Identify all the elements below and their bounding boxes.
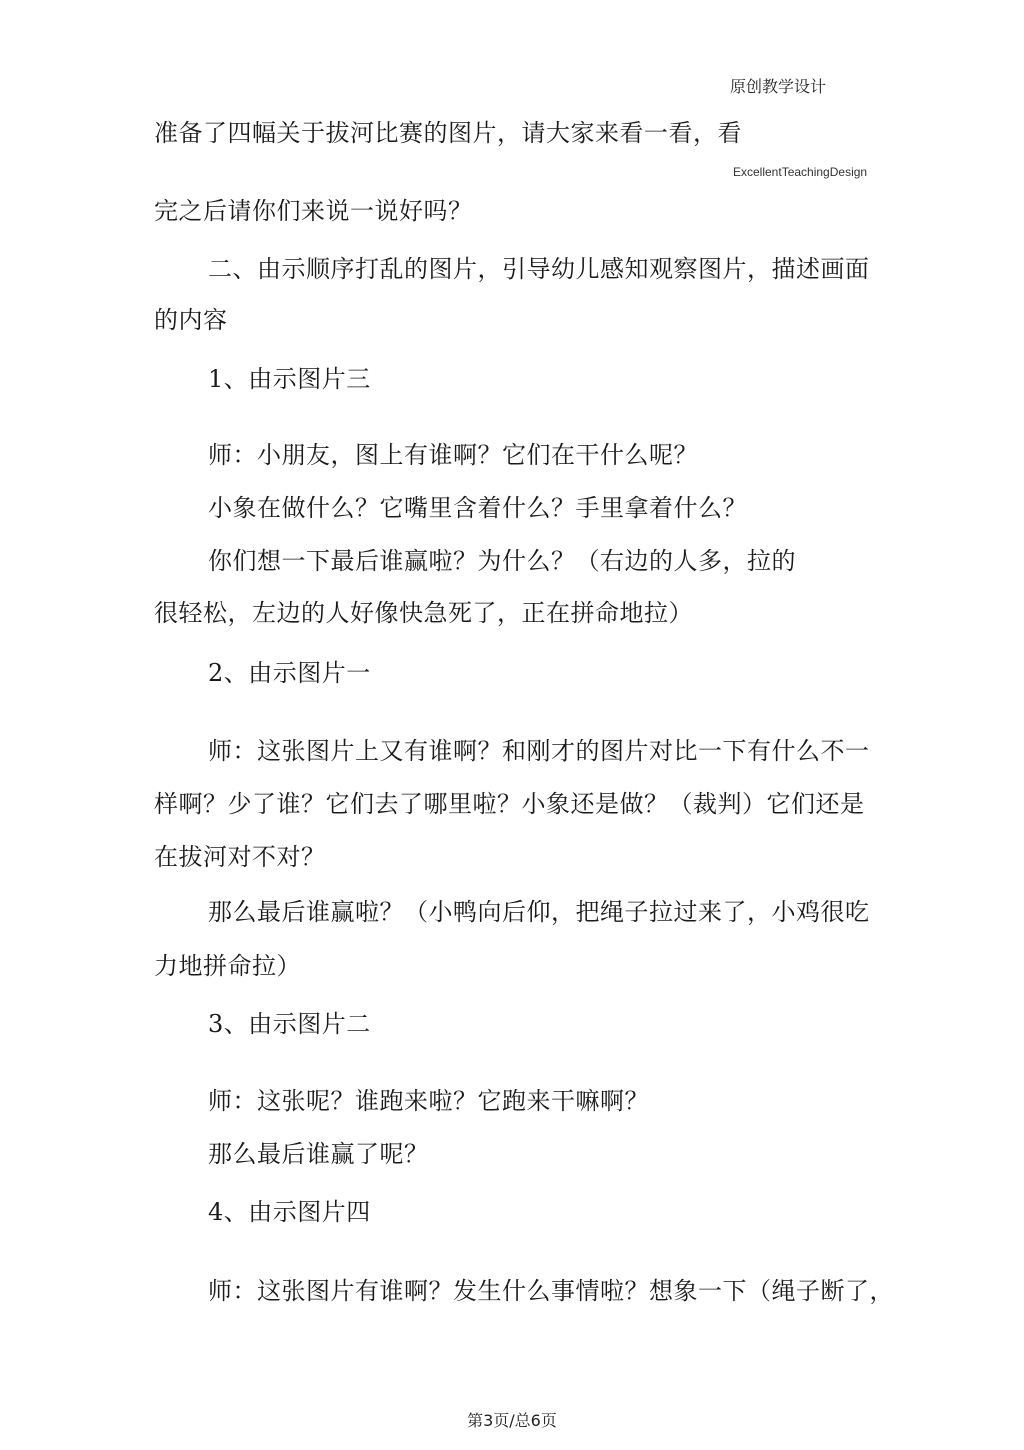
text-line: 在拔河对不对？ xyxy=(154,843,326,871)
step-heading: 1、由示图片三 xyxy=(208,365,371,393)
step-heading: 2、由示图片一 xyxy=(208,659,371,687)
text-line: 完之后请你们来说一说好吗？ xyxy=(154,197,473,225)
text-line: 师：这张呢？谁跑来啦？它跑来干嘛啊？ xyxy=(208,1087,649,1115)
text-line: 力地拼命拉） xyxy=(154,952,301,980)
text-line: 很轻松，左边的人好像快急死了，正在拼命地拉） xyxy=(154,599,693,627)
text-line: 的内容 xyxy=(154,306,228,334)
text-line: 那么最后谁赢了呢？ xyxy=(208,1140,429,1168)
text-line: 师：小朋友，图上有谁啊？它们在干什么呢？ xyxy=(208,441,698,469)
text-line: 师：这张图片上又有谁啊？和刚才的图片对比一下有什么不一 xyxy=(208,737,870,765)
step-heading: 3、由示图片二 xyxy=(208,1010,371,1038)
text-line: 小象在做什么？它嘴里含着什么？手里拿着什么？ xyxy=(208,494,747,522)
text-line: 准备了四幅关于拔河比赛的图片，请大家来看一看，看 xyxy=(154,119,742,147)
text-line: 样啊？少了谁？它们去了哪里啦？小象还是做？（裁判）它们还是 xyxy=(154,790,865,818)
page-number: 第3页/总6页 xyxy=(467,1411,557,1430)
text-line: 你们想一下最后谁赢啦？为什么？（右边的人多，拉的 xyxy=(208,547,796,575)
section-heading: 二、由示顺序打乱的图片，引导幼儿感知观察图片，描述画面 xyxy=(208,255,870,283)
header-title: 原创教学设计 xyxy=(730,77,827,96)
text-line: 那么最后谁赢啦？（小鸭向后仰，把绳子拉过来了，小鸡很吃 xyxy=(208,898,870,926)
header-subtitle: ExcellentTeachingDesign xyxy=(733,165,868,179)
text-line: 师：这张图片有谁啊？发生什么事情啦？想象一下（绳子断了， xyxy=(208,1277,894,1305)
step-heading: 4、由示图片四 xyxy=(208,1198,371,1226)
